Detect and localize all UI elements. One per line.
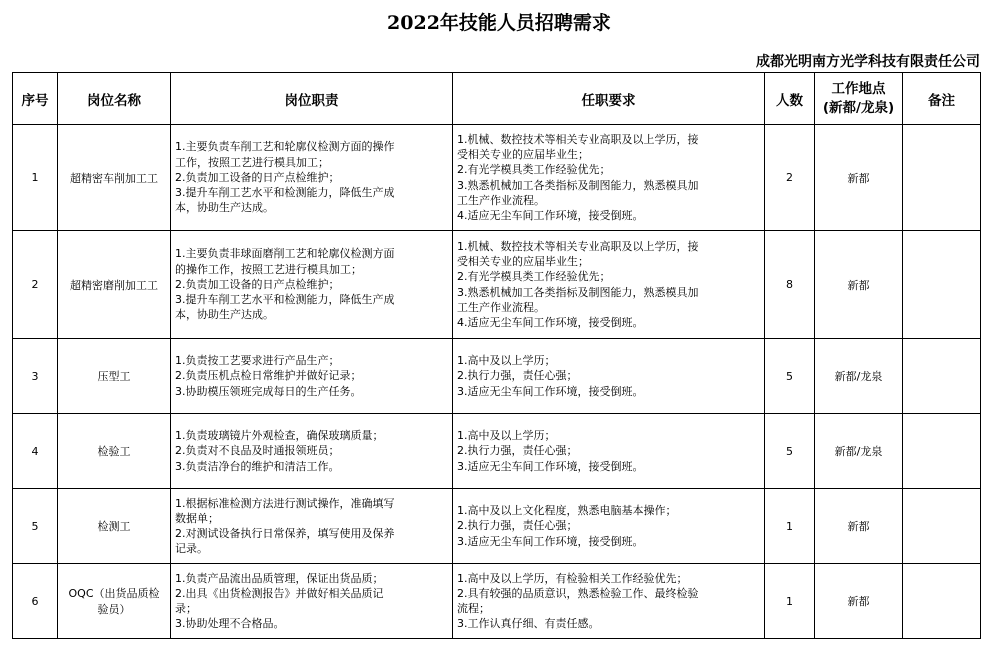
row-position: 检测工 <box>58 489 171 564</box>
row-position: 检验工 <box>58 414 171 489</box>
row-remarks <box>903 339 981 414</box>
row-count: 1 <box>765 489 815 564</box>
row-duties <box>171 414 453 489</box>
table-row <box>13 414 981 489</box>
header-index: 序号 <box>13 73 58 125</box>
row-position-line: OQC（出货品质检 <box>68 587 160 600</box>
requirement-line: 2.有光学模具类工作经验优先； <box>457 163 611 177</box>
header-count: 人数 <box>765 73 815 125</box>
duty-line: 2.负责对不良品及时通报领班员； <box>175 444 340 458</box>
header-requirements: 任职要求 <box>453 73 765 125</box>
row-location: 新都 <box>815 564 903 639</box>
requirement-line: 工生产作业流程。 <box>457 193 545 207</box>
duty-line: 本，协助生产达成。 <box>175 201 274 215</box>
requirement-line: 3.适应无尘车间工作环境，接受倒班。 <box>457 384 644 398</box>
row-index: 6 <box>13 564 58 639</box>
row-remarks <box>903 489 981 564</box>
duty-line: 记录。 <box>175 542 208 556</box>
header-duties: 岗位职责 <box>171 73 453 125</box>
requirement-line: 3.工作认真仔细、有责任感。 <box>457 617 600 631</box>
requirement-line: 流程； <box>457 602 490 615</box>
table-row <box>13 339 981 414</box>
requirement-line: 1.高中及以上学历； <box>457 429 556 443</box>
row-requirements <box>453 125 765 231</box>
requirement-line: 3.适应无尘车间工作环境，接受倒班。 <box>457 459 644 473</box>
table-row <box>13 231 981 339</box>
row-count: 5 <box>765 339 815 414</box>
requirement-line: 2.执行力强，责任心强； <box>457 519 578 533</box>
row-remarks <box>903 414 981 489</box>
duty-line: 数据单； <box>175 511 219 525</box>
row-location: 新都 <box>815 231 903 339</box>
header-location <box>815 73 903 125</box>
duty-line: 3.协助模压领班完成每日的生产任务。 <box>175 384 362 398</box>
company-name: 成都光明南方光学科技有限责任公司 <box>756 54 980 70</box>
row-count: 8 <box>765 231 815 339</box>
row-remarks <box>903 231 981 339</box>
row-remarks <box>903 564 981 639</box>
row-position: 压型工 <box>58 339 171 414</box>
recruitment-table <box>12 72 981 639</box>
requirement-line: 受相关专业的应届毕业生； <box>457 255 589 269</box>
requirement-line: 3.熟悉机械加工各类指标及制图能力，熟悉模具加 <box>457 178 699 192</box>
row-requirements <box>453 231 765 339</box>
requirement-line: 2.有光学模具类工作经验优先； <box>457 270 611 284</box>
requirement-line: 3.熟悉机械加工各类指标及制图能力，熟悉模具加 <box>457 285 699 299</box>
duty-line: 1.主要负责车削工艺和轮廓仪检测方面的操作 <box>175 140 395 154</box>
row-count: 2 <box>765 125 815 231</box>
header-remarks: 备注 <box>903 73 981 125</box>
row-duties <box>171 564 453 639</box>
requirement-line: 2.执行力强，责任心强； <box>457 369 578 383</box>
row-index: 3 <box>13 339 58 414</box>
duty-line: 2.负责加工设备的日产点检维护； <box>175 170 340 184</box>
row-index: 2 <box>13 231 58 339</box>
row-position: 超精密车削加工工 <box>58 125 171 231</box>
requirement-line: 3.适应无尘车间工作环境，接受倒班。 <box>457 534 644 548</box>
row-requirements <box>453 489 765 564</box>
duty-line: 的操作工作，按照工艺进行模具加工； <box>175 262 362 276</box>
duty-line: 3.负责洁净台的维护和清洁工作。 <box>175 459 340 473</box>
row-index: 5 <box>13 489 58 564</box>
duty-line: 3.提升车削工艺水平和检测能力，降低生产成 <box>175 293 395 307</box>
duty-line: 3.提升车削工艺水平和检测能力，降低生产成 <box>175 186 395 200</box>
requirement-line: 4.适应无尘车间工作环境，接受倒班。 <box>457 208 644 222</box>
row-duties <box>171 339 453 414</box>
row-position <box>58 564 171 639</box>
duty-line: 1.负责产品流出品质管理，保证出货品质； <box>175 571 384 585</box>
requirement-line: 1.高中及以上学历，有检验相关工作经验优先； <box>457 571 688 585</box>
row-duties <box>171 125 453 231</box>
row-remarks <box>903 125 981 231</box>
row-duties <box>171 489 453 564</box>
row-count: 5 <box>765 414 815 489</box>
requirement-line: 工生产作业流程。 <box>457 300 545 314</box>
row-requirements <box>453 339 765 414</box>
row-requirements <box>453 564 765 639</box>
duty-line: 1.根据标准检测方法进行测试操作，准确填写 <box>175 496 395 510</box>
header-location-line2: (新都/龙泉) <box>822 99 895 116</box>
duty-line: 录； <box>175 602 197 615</box>
duty-line: 3.协助处理不合格品。 <box>175 617 285 631</box>
row-count: 1 <box>765 564 815 639</box>
duty-line: 1.负责按工艺要求进行产品生产； <box>175 354 340 368</box>
row-position: 超精密磨削加工工 <box>58 231 171 339</box>
duty-line: 1.主要负责非球面磨削工艺和轮廓仪检测方面 <box>175 247 395 261</box>
row-location: 新都 <box>815 125 903 231</box>
row-requirements <box>453 414 765 489</box>
requirement-line: 4.适应无尘车间工作环境，接受倒班。 <box>457 315 644 329</box>
row-location: 新都 <box>815 489 903 564</box>
requirement-line: 受相关专业的应届毕业生； <box>457 148 589 162</box>
table-row <box>13 564 981 639</box>
duty-line: 1.负责玻璃镜片外观检查，确保玻璃质量； <box>175 429 384 443</box>
row-index: 1 <box>13 125 58 231</box>
duty-line: 2.出具《出货检测报告》并做好相关品质记 <box>175 586 384 600</box>
row-location: 新都/龙泉 <box>815 339 903 414</box>
table-header-row <box>13 73 981 125</box>
requirement-line: 1.机械、数控技术等相关专业高职及以上学历，接 <box>457 239 699 253</box>
duty-line: 2.对测试设备执行日常保养，填写使用及保养 <box>175 527 395 540</box>
page-title: 2022年技能人员招聘需求 <box>387 12 611 34</box>
header-location-line1: 工作地点 <box>831 80 886 97</box>
row-index: 4 <box>13 414 58 489</box>
requirement-line: 1.机械、数控技术等相关专业高职及以上学历，接 <box>457 132 699 146</box>
requirement-line: 1.高中及以上学历； <box>457 354 556 368</box>
duty-line: 工作，按照工艺进行模具加工； <box>175 155 329 169</box>
duty-line: 2.负责压机点检日常维护并做好记录； <box>175 369 362 383</box>
duty-line: 2.负责加工设备的日产点检维护； <box>175 277 340 291</box>
row-position-line: 验员） <box>97 603 131 616</box>
header-position: 岗位名称 <box>58 73 171 125</box>
duty-line: 本，协助生产达成。 <box>175 308 274 322</box>
table-row <box>13 125 981 231</box>
table-row <box>13 489 981 564</box>
requirement-line: 2.执行力强，责任心强； <box>457 444 578 458</box>
row-location: 新都/龙泉 <box>815 414 903 489</box>
row-duties <box>171 231 453 339</box>
requirement-line: 1.高中及以上文化程度，熟悉电脑基本操作； <box>457 504 677 518</box>
requirement-line: 2.具有较强的品质意识，熟悉检验工作、最终检验 <box>457 586 699 600</box>
